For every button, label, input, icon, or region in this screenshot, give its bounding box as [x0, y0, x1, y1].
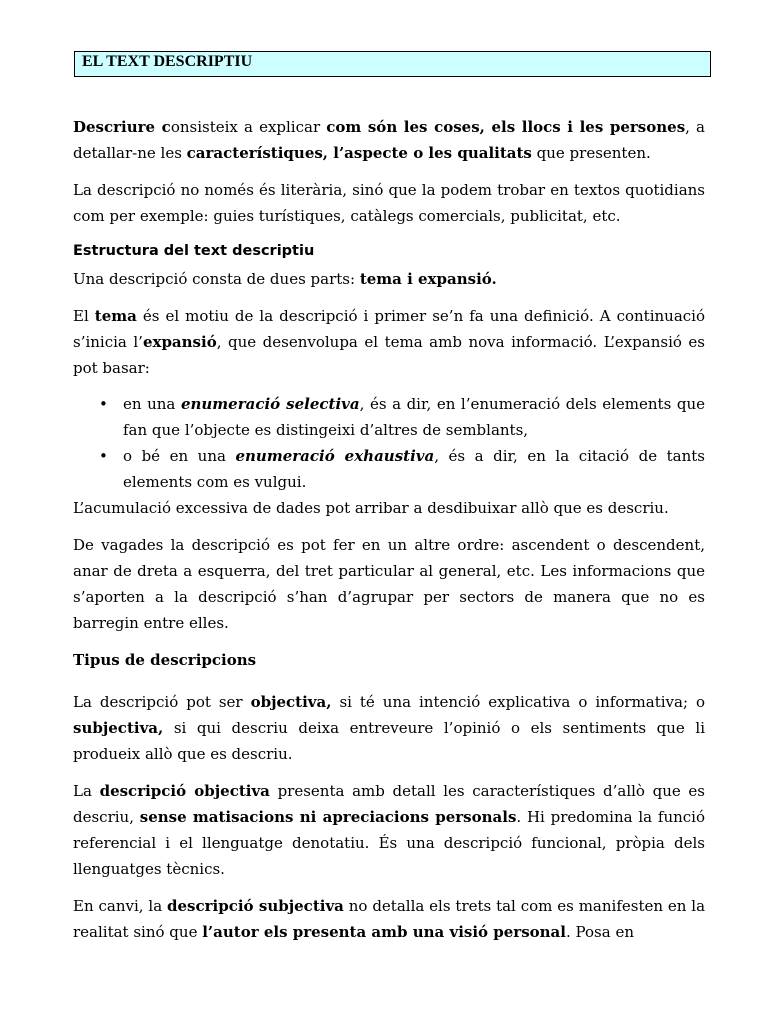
bold-text: subjectiva,: [73, 719, 164, 737]
title-box: [74, 51, 711, 77]
text: , és a dir, en la citació de tants elements com es vulgui.: [123, 447, 705, 491]
text: , a detallar-ne les: [73, 118, 706, 162]
bold-text: tema: [94, 307, 137, 325]
bold-text: descripció objectiva: [99, 782, 270, 800]
text: La descripció pot ser: [73, 693, 251, 711]
text: Una descripció consta de dues parts:: [73, 270, 360, 288]
text: en una: [123, 395, 181, 413]
list-item: [73, 443, 705, 495]
paragraph-objective: [73, 778, 705, 882]
types-heading: Tipus de descripcions: [73, 651, 257, 669]
bold-text: l’autor els presenta amb una visió personal: [202, 923, 566, 941]
document-title: EL TEXT DESCRIPTIU: [82, 53, 253, 70]
text: si té una intenció explicativa o informativa; o: [331, 693, 705, 711]
structure-heading: Estructura del text descriptiu: [73, 243, 315, 259]
text: és el motiu de la descripció i primer se’n fa una definició. A continuació s’inicia l’: [73, 307, 705, 351]
bold-text: objectiva,: [250, 693, 332, 711]
bold-text: tema i expansió.: [359, 270, 497, 288]
text: . Posa en: [565, 923, 634, 941]
bold-text: sense matisacions ni apreciacions personals: [139, 808, 517, 826]
paragraph-types: [73, 689, 705, 767]
bold-text: característiques, l’aspecte o les qualitats: [186, 144, 532, 162]
text: El: [73, 307, 95, 325]
paragraph-order: De vagades la descripció es pot fer en un altre ordre: ascendent o descendent, anar de dreta a esquerra, del tret particular al general, etc. Les informacions que s’aporten a la descripció s’han d’agrupar per sectors de manera que no es barregin entre elles.: [73, 536, 705, 632]
bold-italic-text: enumeració selectiva: [180, 395, 360, 413]
text: si qui descriu deixa entreveure l’opinió o els sentiments que li produeix allò que es descriu.: [73, 719, 705, 763]
paragraph-parts: [73, 266, 705, 292]
bullet-icon: •: [99, 447, 108, 465]
bold-italic-text: enumeració exhaustiva: [235, 447, 435, 465]
text: La: [73, 782, 100, 800]
paragraph-subjective: [73, 893, 705, 945]
text: o bé en una: [123, 447, 236, 465]
paragraph-theme: [73, 303, 705, 381]
text: que presenten.: [531, 144, 651, 162]
text: presenta amb detall les característiques d’allò que es descriu,: [73, 782, 706, 826]
text: En canvi, la: [73, 897, 168, 915]
text: no detalla els trets tal com es manifesten en la realitat sinó que: [73, 897, 706, 941]
text: , és a dir, en l’enumeració dels elements que fan que l’objecte es distingeixi d’altres de semblants,: [123, 395, 705, 439]
bullet-icon: •: [99, 395, 108, 413]
paragraph-literary: La descripció no només és literària, sinó que la podem trobar en textos quotidians com per exemple: guies turístiques, catàlegs comercials, publicitat, etc.: [73, 181, 705, 225]
document-body: [73, 114, 705, 956]
text: onsisteix a explicar: [170, 118, 327, 136]
expansion-list: [73, 391, 705, 495]
bold-text: expansió: [142, 333, 217, 351]
bold-text: descripció subjectiva: [167, 897, 344, 915]
bold-text: Descriure c: [73, 118, 171, 136]
text: . Hi predomina la funció referencial i el llenguatge denotatiu. És una descripció funcional, pròpia dels llenguatges tècnics.: [73, 808, 705, 878]
bold-text: com són les coses, els llocs i les persones: [326, 118, 686, 136]
text: , que desenvolupa el tema amb nova informació. L’expansió es pot basar:: [73, 333, 705, 377]
paragraph-intro: [73, 114, 705, 166]
paragraph-accumulation: L’acumulació excessiva de dades pot arribar a desdibuixar allò que es descriu.: [73, 499, 669, 517]
list-item: [73, 391, 705, 443]
